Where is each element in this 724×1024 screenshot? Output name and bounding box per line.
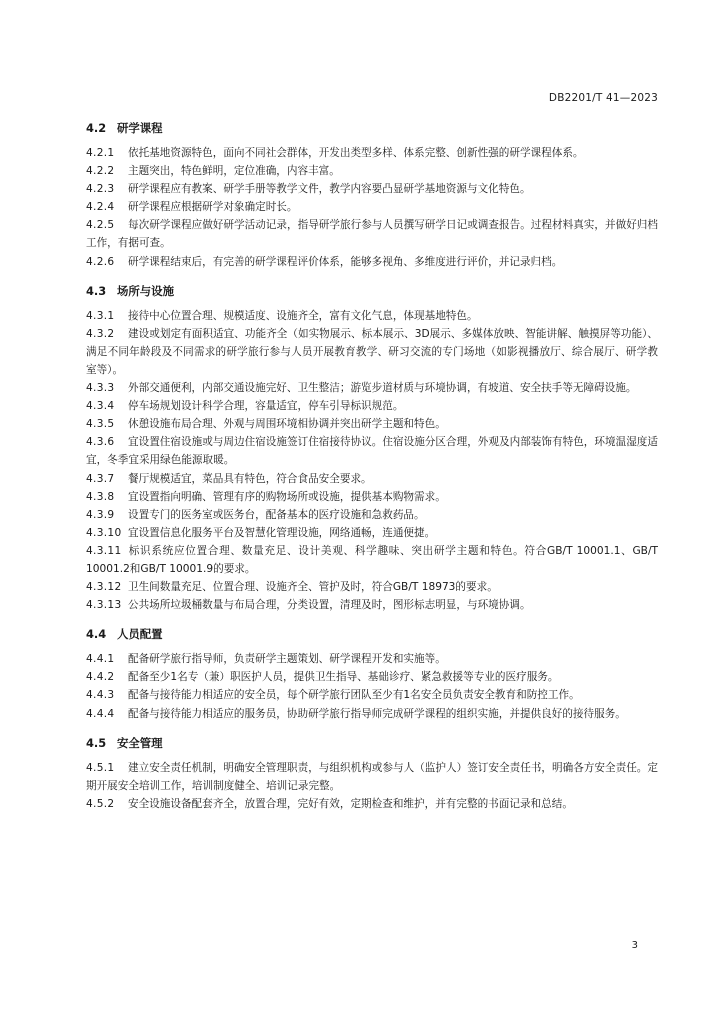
clause-paragraph <box>86 216 658 252</box>
clause-number: 4.3.10 <box>86 526 122 539</box>
clause-text: 建设或划定有面积适宜、功能齐全（如实物展示、标本展示、3D展示、多媒体放映、智能讲解、触摸屏等功能）、满足不同年龄段及不同需求的研学旅行参与人员开展教育教学、研习交流的专门场地（如影视播放厅、综合展厅、研学教室等）。 <box>86 327 658 376</box>
clause-number: 4.2.5 <box>86 219 115 232</box>
clause-text: 主题突出，特色鲜明，定位准确，内容丰富。 <box>128 165 340 178</box>
clause-number: 4.3.8 <box>86 490 115 503</box>
clause-number: 4.2.4 <box>86 201 115 214</box>
clause-text: 研学课程应有教案、研学手册等教学文件，教学内容要凸显研学基地资源与文化特色。 <box>128 183 531 196</box>
clause-number: 4.2.3 <box>86 183 115 196</box>
section-title: 人员配置 <box>117 627 163 642</box>
clause-number: 4.2.2 <box>86 165 115 178</box>
clause-number: 4.4.3 <box>86 689 115 702</box>
page-number: 3 <box>631 940 638 951</box>
clause-paragraph <box>86 759 658 795</box>
clause-paragraph <box>86 578 658 596</box>
clause-text: 配备至少1名专（兼）职医护人员，提供卫生指导、基础诊疗、紧急救援等专业的医疗服务。 <box>128 671 559 684</box>
clause-paragraph <box>86 198 658 216</box>
section-title: 研学课程 <box>117 121 163 135</box>
clause-number: 4.3.12 <box>86 581 122 594</box>
clause-number: 4.4.4 <box>86 707 115 720</box>
clause-text: 配备与接待能力相适应的服务员，协助研学旅行指导师完成研学课程的组织实施，并提供良好的接待服务。 <box>128 707 626 720</box>
clause-number: 4.3.7 <box>86 472 115 485</box>
clause-paragraph <box>86 162 658 180</box>
clause-paragraph <box>86 307 658 325</box>
clause-paragraph <box>86 433 658 469</box>
clause-text: 配备研学旅行指导师，负责研学主题策划、研学课程开发和实施等。 <box>128 653 446 666</box>
section-title: 安全管理 <box>117 735 163 750</box>
clause-text: 停车场规划设计科学合理，容量适宜，停车引导标识规范。 <box>128 400 404 413</box>
document-content <box>86 118 658 813</box>
clause-text: 宜设置信息化服务平台及智慧化管理设施，网络通畅，连通便捷。 <box>128 526 436 539</box>
clause-paragraph <box>86 668 658 686</box>
clause-text: 配备与接待能力相适应的安全员，每个研学旅行团队至少有1名安全员负责安全教育和防控工作。 <box>128 689 580 702</box>
clause-paragraph <box>86 470 658 488</box>
clause-paragraph <box>86 325 658 379</box>
clause-text: 研学课程应根据研学对象确定时长。 <box>128 201 298 214</box>
clause-text: 外部交通便利，内部交通设施完好、卫生整洁；游览步道材质与环境协调，有坡道、安全扶手等无障碍设施。 <box>128 382 637 395</box>
clause-number: 4.3.13 <box>86 599 122 612</box>
clause-text: 设置专门的医务室或医务台，配备基本的医疗设施和急救药品。 <box>128 508 425 521</box>
clause-number: 4.3.3 <box>86 382 115 395</box>
clause-paragraph <box>86 542 658 578</box>
section-number: 4.5 <box>86 735 107 750</box>
clause-number: 4.3.9 <box>86 508 115 521</box>
clause-text: 依托基地资源特色，面向不同社会群体，开发出类型多样、体系完整、创新性强的研学课程体系。 <box>128 147 584 159</box>
clause-text: 公共场所垃圾桶数量与布局合理，分类设置，清理及时，图形标志明显，与环境协调。 <box>128 599 531 612</box>
clause-text: 卫生间数量充足、位置合理、设施齐全、管护及时，符合GB/T 18973的要求。 <box>128 581 498 594</box>
clause-paragraph <box>86 650 658 668</box>
section-heading <box>86 281 658 302</box>
clause-text: 标识系统应位置合理、数量充足、设计美观、科学趣味、突出研学主题和特色。符合GB/T 10001.1、GB/T 10001.2和GB/T 10001.9的要求。 <box>86 544 658 575</box>
clause-number: 4.3.5 <box>86 418 115 431</box>
clause-paragraph <box>86 397 658 415</box>
clause-number: 4.3.2 <box>86 327 115 340</box>
clause-number: 4.5.2 <box>86 797 115 810</box>
clause-text: 宜设置指向明确、管理有序的购物场所或设施，提供基本购物需求。 <box>128 490 446 503</box>
clause-text: 接待中心位置合理、规模适度、设施齐全，富有文化气息，体现基地特色。 <box>128 309 478 322</box>
clause-text: 餐厅规模适宜，菜品具有特色，符合食品安全要求。 <box>128 472 372 485</box>
clause-text: 安全设施设备配套齐全，放置合理，完好有效，定期检查和维护，并有完整的书面记录和总结。 <box>128 797 573 810</box>
clause-number: 4.3.11 <box>86 544 122 557</box>
clause-number: 4.4.1 <box>86 653 115 666</box>
clause-text: 宜设置住宿设施或与周边住宿设施签订住宿接待协议。住宿设施分区合理，外观及内部装饰有特色，环境温湿度适宜，冬季宜采用绿色能源取暖。 <box>86 436 658 467</box>
clause-paragraph <box>86 795 658 813</box>
clause-number: 4.4.2 <box>86 671 115 684</box>
section-heading <box>86 624 658 645</box>
clause-number: 4.2.6 <box>86 255 115 268</box>
section-heading <box>86 118 658 139</box>
clause-paragraph <box>86 180 658 198</box>
clause-text: 建立安全责任机制，明确安全管理职责，与组织机构或参与人（监护人）签订安全责任书，明确各方安全责任。定期开展安全培训工作，培训制度健全、培训记录完整。 <box>86 761 658 792</box>
section-number: 4.2 <box>86 121 107 135</box>
clause-paragraph <box>86 596 658 614</box>
clause-number: 4.3.1 <box>86 309 115 322</box>
clause-text: 休憩设施布局合理、外观与周围环境相协调并突出研学主题和特色。 <box>128 418 446 431</box>
section-title: 场所与设施 <box>117 283 174 298</box>
clause-number: 4.3.4 <box>86 400 115 413</box>
section-number: 4.4 <box>86 627 107 642</box>
clause-paragraph <box>86 415 658 433</box>
clause-paragraph <box>86 488 658 506</box>
clause-paragraph <box>86 705 658 723</box>
section-number: 4.3 <box>86 283 107 298</box>
clause-paragraph <box>86 524 658 542</box>
clause-paragraph <box>86 379 658 397</box>
clause-paragraph <box>86 253 658 271</box>
document-code: DB2201/T 41—2023 <box>548 92 658 104</box>
clause-text: 研学课程结束后，有完善的研学课程评价体系，能够多视角、多维度进行评价，并记录归档。 <box>128 255 563 268</box>
clause-paragraph <box>86 144 658 162</box>
clause-number: 4.5.1 <box>86 761 115 774</box>
clause-text: 每次研学课程应做好研学活动记录，指导研学旅行参与人员撰写研学日记或调查报告。过程材料真实，并做好归档工作，有据可查。 <box>86 219 658 250</box>
clause-paragraph <box>86 686 658 704</box>
section-heading <box>86 733 658 754</box>
clause-number: 4.2.1 <box>86 147 115 159</box>
clause-paragraph <box>86 506 658 524</box>
clause-number: 4.3.6 <box>86 436 115 449</box>
